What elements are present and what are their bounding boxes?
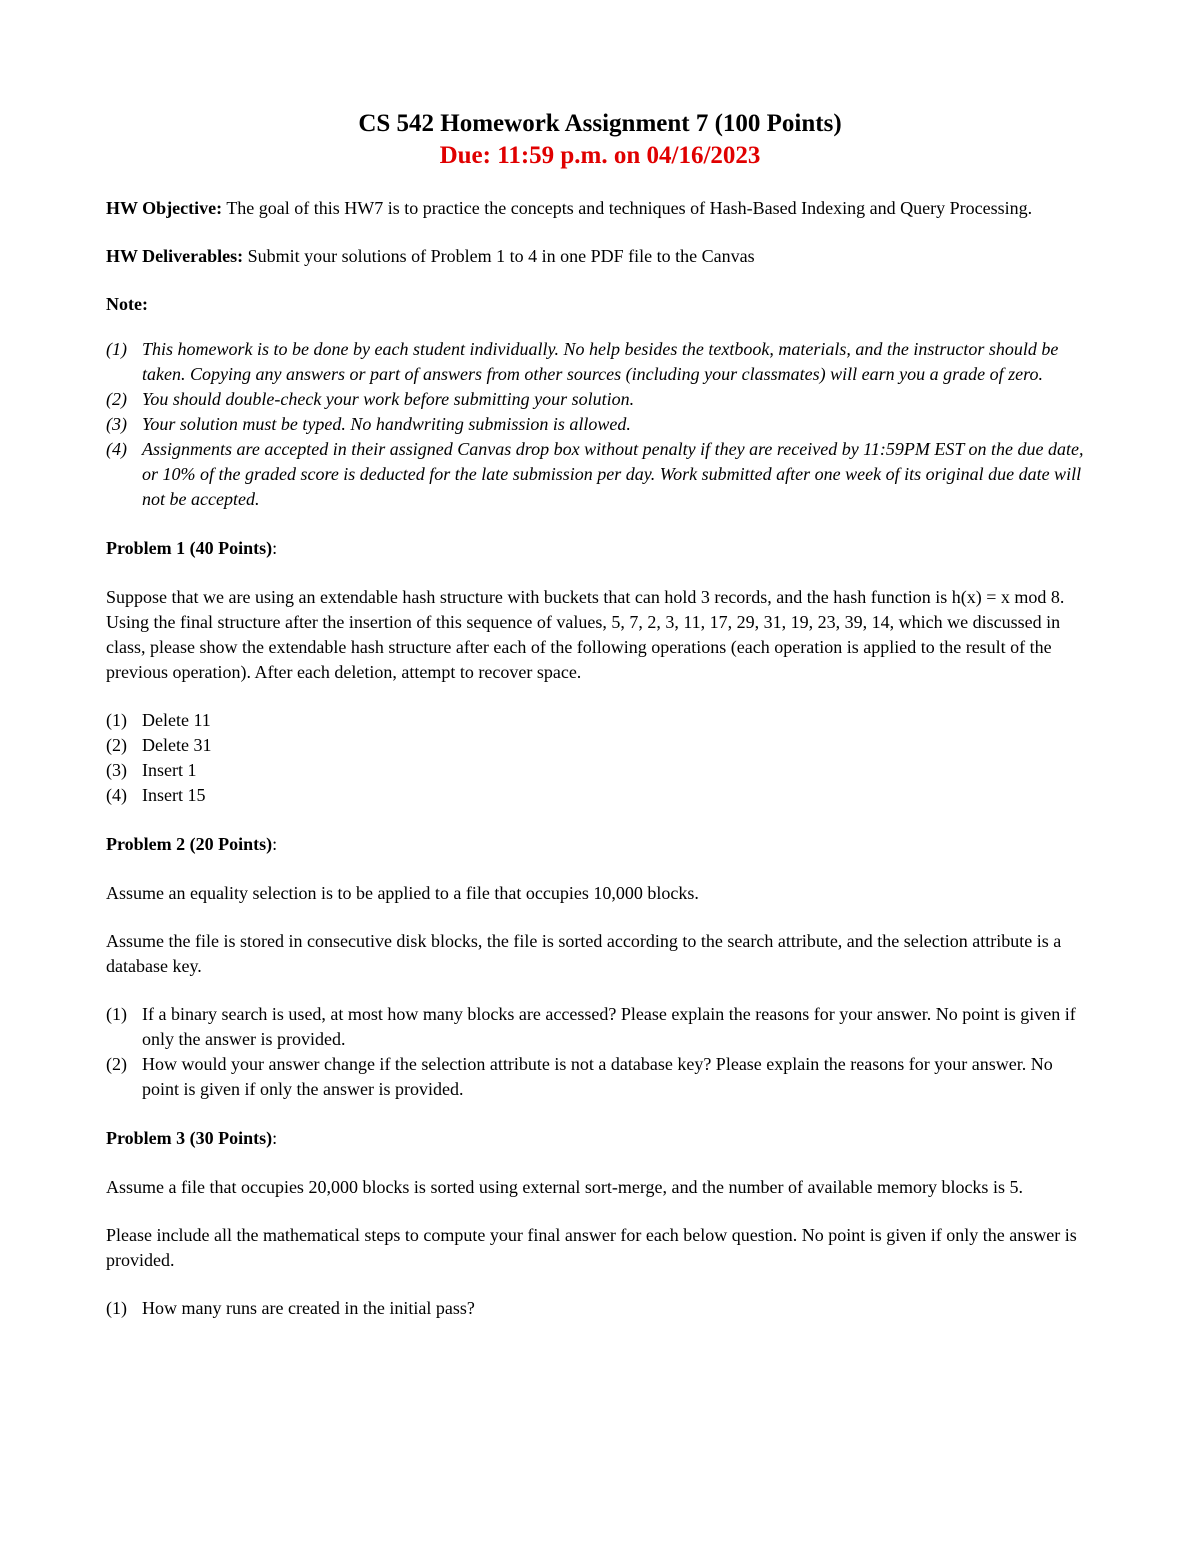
list-item-text: If a binary search is used, at most how many blocks are accessed? Please explain the reasons for your answer. No point is given if only the answer is provided.	[142, 1004, 1076, 1049]
page-title: CS 542 Homework Assignment 7 (100 Points)	[358, 110, 842, 137]
list-item	[106, 783, 1094, 808]
list-item-number: (2)	[106, 1054, 127, 1074]
problem1-heading-colon: :	[272, 538, 278, 558]
list-item-number: (4)	[106, 439, 127, 459]
list-item	[106, 733, 1094, 758]
note-heading: Note:	[106, 294, 148, 314]
note-list	[106, 337, 1094, 512]
list-item-text: How many runs are created in the initial pass?	[142, 1298, 475, 1318]
list-item	[106, 1052, 1094, 1102]
problem1-heading-label: Problem 1 (40 Points)	[106, 538, 273, 558]
problem2-text-2: Assume the file is stored in consecutive disk blocks, the file is sorted according to the search attribute, and the selection attribute is a database key.	[106, 931, 1062, 976]
list-item-number: (2)	[106, 389, 127, 409]
problem3-heading-label: Problem 3 (30 Points)	[106, 1128, 273, 1148]
list-item-number: (1)	[106, 339, 127, 359]
list-item	[106, 337, 1094, 387]
list-item	[106, 437, 1094, 512]
list-item	[106, 1296, 1094, 1321]
list-item-text: Assignments are accepted in their assigned Canvas drop box without penalty if they are received by 11:59PM EST on the due date, or 10% of the graded score is deducted for the late submission per day. Work submitted after one week of its original due date will not be accepted.	[142, 439, 1084, 509]
list-item-text: Your solution must be typed. No handwriting submission is allowed.	[142, 414, 631, 434]
problem2-heading-colon: :	[272, 834, 278, 854]
list-item	[106, 1002, 1094, 1052]
problem3-heading	[106, 1126, 1094, 1151]
problem3-heading-colon: :	[272, 1128, 278, 1148]
objective-text: The goal of this HW7 is to practice the concepts and techniques of Hash-Based Indexing and Query Processing.	[222, 198, 1033, 218]
list-item-text: Delete 31	[142, 735, 212, 755]
deliverables-text: Submit your solutions of Problem 1 to 4 in one PDF file to the Canvas	[243, 246, 755, 266]
list-item-number: (4)	[106, 785, 127, 805]
problem2-list	[106, 1002, 1094, 1102]
list-item-text: Insert 1	[142, 760, 197, 780]
list-item-number: (2)	[106, 735, 127, 755]
list-item-text: This homework is to be done by each student individually. No help besides the textbook, materials, and the instructor should be taken. Copying any answers or part of answers from other sources (including your classmates) will earn you a grade of zero.	[142, 339, 1059, 384]
deliverables-paragraph	[106, 244, 1094, 269]
problem1-list	[106, 708, 1094, 808]
problem1-heading	[106, 536, 1094, 561]
problem2-heading-label: Problem 2 (20 Points)	[106, 834, 273, 854]
due-date: Due: 11:59 p.m. on 04/16/2023	[439, 142, 761, 169]
problem3-text-1: Assume a file that occupies 20,000 blocks is sorted using external sort-merge, and the number of available memory blocks is 5.	[106, 1177, 1023, 1197]
problem3-list	[106, 1296, 1094, 1321]
deliverables-label: HW Deliverables:	[106, 246, 244, 266]
problem3-text-2: Please include all the mathematical steps to compute your final answer for each below question. No point is given if only the answer is provided.	[106, 1225, 1077, 1270]
list-item	[106, 708, 1094, 733]
list-item-text: Delete 11	[142, 710, 211, 730]
list-item-text: How would your answer change if the selection attribute is not a database key? Please explain the reasons for your answer. No point is given if only the answer is provided.	[142, 1054, 1053, 1099]
problem1-text: Suppose that we are using an extendable hash structure with buckets that can hold 3 records, and the hash function is h(x) = x mod 8. Using the final structure after the insertion of this sequence of values, 5, 7, 2, 3, 11, 17, 29, 31, 19, 23, 39, 14, which we discussed in class, please show the extendable hash structure after each of the following operations (each operation is applied to the result of the previous operation). After each deletion, attempt to recover space.	[106, 587, 1065, 682]
list-item-number: (3)	[106, 760, 127, 780]
list-item	[106, 758, 1094, 783]
list-item	[106, 412, 1094, 437]
list-item-number: (3)	[106, 414, 127, 434]
list-item-text: Insert 15	[142, 785, 206, 805]
objective-paragraph	[106, 196, 1094, 221]
list-item-number: (1)	[106, 1004, 127, 1024]
list-item-number: (1)	[106, 710, 127, 730]
list-item-text: You should double-check your work before submitting your solution.	[142, 389, 635, 409]
problem2-heading	[106, 832, 1094, 857]
objective-label: HW Objective:	[106, 198, 223, 218]
list-item-number: (1)	[106, 1298, 127, 1318]
list-item	[106, 387, 1094, 412]
problem2-text-1: Assume an equality selection is to be applied to a file that occupies 10,000 blocks.	[106, 883, 699, 903]
